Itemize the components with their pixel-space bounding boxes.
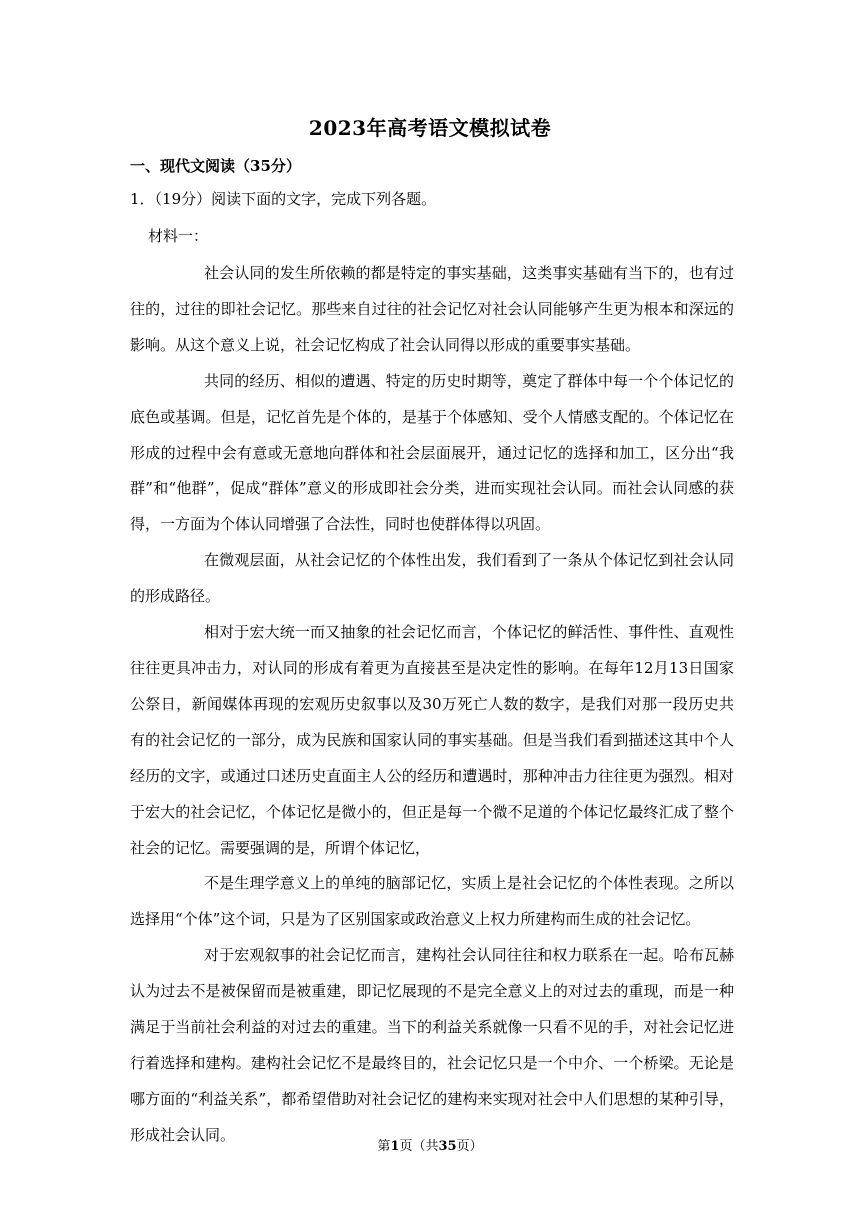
footer-total-pages: 35 xyxy=(438,1139,457,1154)
question-heading: 1．（19分）阅读下面的文字，完成下列各题。 xyxy=(130,190,437,208)
paragraph: 相对于宏大统一而又抽象的社会记忆而言，个体记忆的鲜活性、事件性、直观性往往更具冲击力，对认同的形成有着更为直接甚至是决定性的影响。在每年12月13日国家公祭日，新闻媒体再现的宏观历史叙事以及30万死亡人数的数字，是我们对那一段历史共有的社会记忆的一部分，成为民族和国家认同的事实基础。但是当我们看到描述这其中个人经历的文字，或通过口述历史直面主人公的经历和遭遇时，那种冲击力往往更为强烈。相对于宏大的社会记忆，个体记忆是微小的，但正是每一个微不足道的个体记忆最终汇成了整个社会的记忆。需要强调的是，所谓个体记忆， xyxy=(130,623,734,857)
footer-prefix: 第 xyxy=(377,1139,391,1154)
section-heading: 一、现代文阅读（35分） xyxy=(130,157,301,175)
paragraph: 在微观层面，从社会记忆的个体性出发，我们看到了一条从个体记忆到社会认同的形成路径。 xyxy=(130,551,734,606)
paragraph: 不是生理学意义上的单纯的脑部记忆，实质上是社会记忆的个体性表现。之所以选择用“个体”这个词，只是为了区别国家或政治意义上权力所建构而生成的社会记忆。 xyxy=(130,874,734,929)
paragraph: 对于宏观叙事的社会记忆而言，建构社会认同往往和权力联系在一起。哈布瓦赫认为过去不是被保留而是被重建，即记忆展现的不是完全意义上的对过去的重现，而是一种满足于当前社会利益的对过去的重建。当下的利益关系就像一只看不见的手，对社会记忆进行着选择和建构。建构社会记忆不是最终目的，社会记忆只是一个中介、一个桥梁。无论是哪方面的“利益关系”，都希望借助对社会记忆的建构来实现对社会中人们思想的某种引导，形成社会认同。 xyxy=(130,946,734,1144)
footer-page-number: 1 xyxy=(390,1139,400,1154)
paragraph: 共同的经历、相似的遭遇、特定的历史时期等，奠定了群体中每一个个体记忆的底色或基调。但是，记忆首先是个体的，是基于个体感知、受个人情感支配的。个体记忆在形成的过程中会有意或无意地向群体和社会层面展开，通过记忆的选择和加工，区分出“我群”和“他群”，促成“群体”意义的形成即社会分类，进而实现社会认同。而社会认同感的获得，一方面为个体认同增强了合法性，同时也使群体得以巩固。 xyxy=(130,371,734,534)
page-title: 2023年高考语文模拟试卷 xyxy=(308,116,552,140)
passage-body xyxy=(130,256,734,1154)
paragraph: 社会认同的发生所依赖的都是特定的事实基础，这类事实基础有当下的，也有过往的，过往的即社会记忆。那些来自过往的社会记忆对社会认同能够产生更为根本和深远的影响。从这个意义上说，社会记忆构成了社会认同得以形成的重要事实基础。 xyxy=(130,264,734,354)
material-label: 材料一： xyxy=(148,227,209,245)
footer-suffix: 页） xyxy=(456,1139,483,1154)
page-footer xyxy=(0,1138,860,1156)
footer-mid: 页（共 xyxy=(399,1139,439,1154)
